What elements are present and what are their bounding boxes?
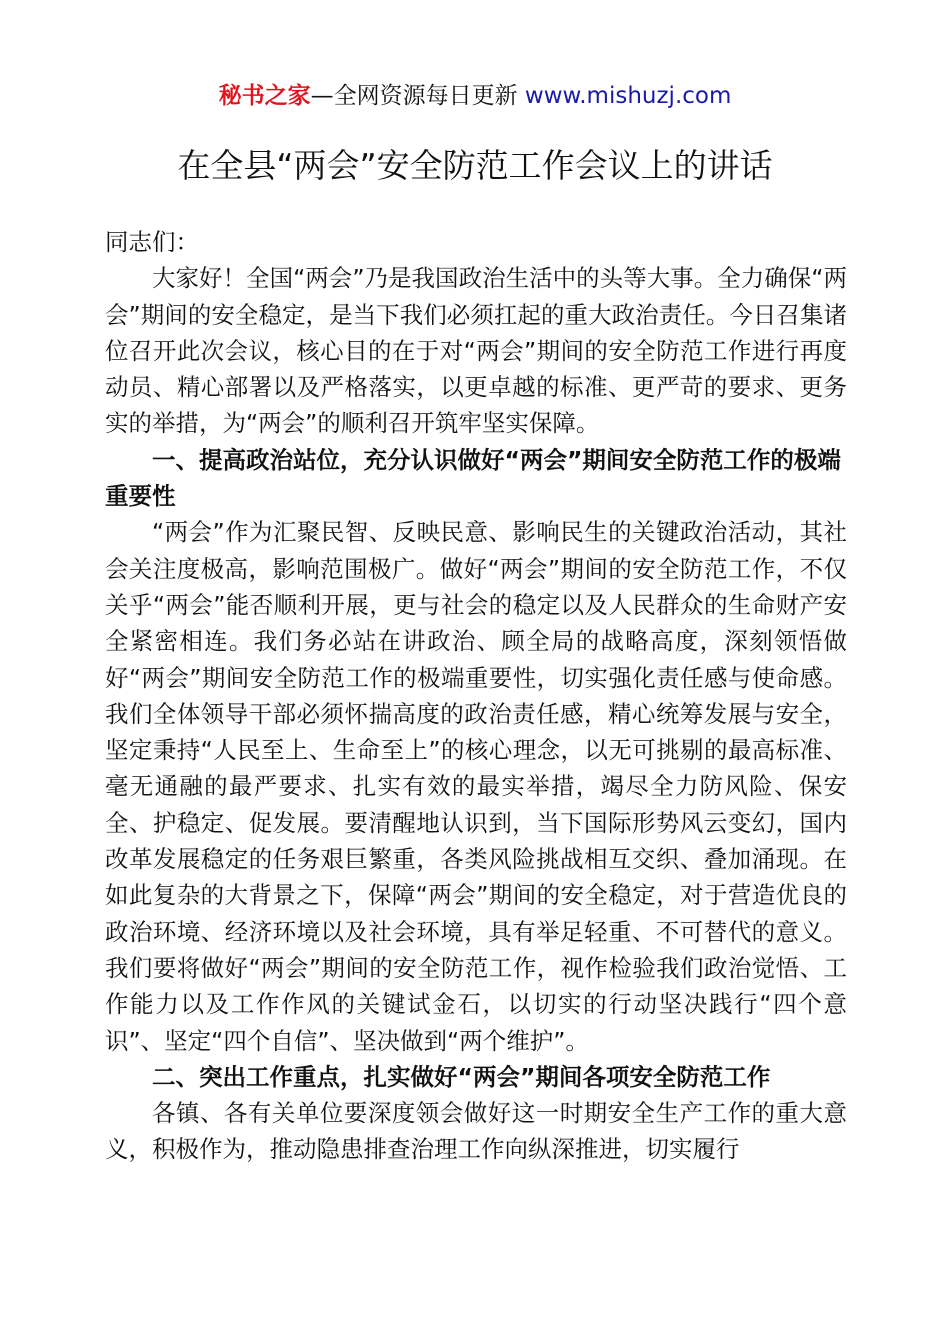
document-title: 在全县“两会”安全防范工作会议上的讲话 (177, 146, 773, 185)
document-body (105, 224, 847, 1168)
salutation: 同志们： (105, 228, 199, 256)
site-header (0, 80, 950, 112)
section-1-heading: 一、提高政治站位，充分认识做好“两会”期间安全防范工作的极端重要性 (105, 445, 841, 511)
brand-name: 秘书之家 (218, 83, 311, 109)
header-tagline: —全网资源每日更新 (310, 83, 518, 109)
section-2-heading: 二、突出工作重点，扎实做好“两会”期间各项安全防范工作 (152, 1062, 771, 1091)
site-url-link[interactable]: www.mishuzj.com (524, 83, 732, 109)
section-2-paragraph: 各镇、各有关单位要深度领会做好这一时期安全生产工作的重大意义，积极作为，推动隐患排查治理工作向纵深推进，切实履行 (105, 1099, 847, 1164)
intro-paragraph: 大家好！全国“两会”乃是我国政治生活中的头等大事。全力确保“两会”期间的安全稳定，是当下我们必须扛起的重大政治责任。今日召集诸位召开此次会议，核心目的在于对“两会”期间的安全防范工作进行再度动员、精心部署以及严格落实，以更卓越的标准、更严苛的要求、更务实的举措，为“两会”的顺利召开筑牢坚实保障。 (105, 264, 847, 438)
section-1-paragraph: “两会”作为汇聚民智、反映民意、影响民生的关键政治活动，其社会关注度极高，影响范围极广。做好“两会”期间的安全防范工作，不仅关乎“两会”能否顺利开展，更与社会的稳定以及人民群众的生命财产安全紧密相连。我们务必站在讲政治、顾全局的战略高度，深刻领悟做好“两会”期间安全防范工作的极端重要性，切实强化责任感与使命感。我们全体领导干部必须怀揣高度的政治责任感，精心统筹发展与安全，坚定秉持“人民至上、生命至上”的核心理念，以无可挑剔的最高标准、毫无通融的最严要求、扎实有效的最实举措，竭尽全力防风险、保安全、护稳定、促发展。要清醒地认识到，当下国际形势风云变幻，国内改革发展稳定的任务艰巨繁重，各类风险挑战相互交织、叠加涌现。在如此复杂的大背景之下，保障“两会”期间的安全稳定，对于营造优良的政治环境、经济环境以及社会环境，具有举足轻重、不可替代的意义。我们要将做好“两会”期间的安全防范工作，视作检验我们政治觉悟、工作能力以及工作作风的关键试金石，以切实的行动坚决践行“四个意识”、坚定“四个自信”、坚决做到“两个维护”。 (105, 518, 847, 1055)
